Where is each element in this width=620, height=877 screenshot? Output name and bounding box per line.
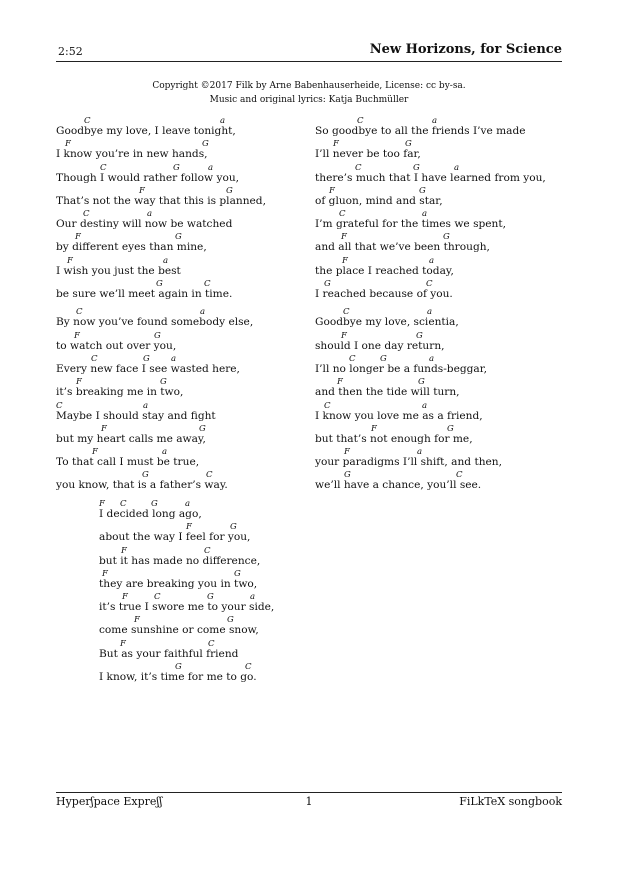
song-duration: 2:52 [58,45,83,58]
chord-label: F [186,522,192,533]
chord-label: C [357,116,364,126]
chord-label: F [122,592,128,603]
chord-label: a [200,307,206,318]
lyric-text: I wish you just the best [56,264,181,277]
chord-label: a [432,116,438,126]
chord-label: a [147,209,153,220]
chord-label: a [171,353,177,364]
lyric-text: Maybe I should stay and fight [56,409,216,422]
chord-label: F [74,330,80,341]
chord-label: F [120,638,126,649]
chord-label: G [447,423,454,434]
chord-label: G [405,139,412,150]
chord-label: G [344,470,351,481]
page-footer [56,795,562,811]
chord-label: a [185,499,191,509]
lyric-text: To that call I must be true, [56,456,200,469]
chord-label: F [101,423,107,434]
chord-label: G [416,330,423,341]
chord-label: F [75,232,81,243]
chord-label: C [456,470,463,481]
chord-label: G [324,279,331,290]
chord-label: F [342,255,348,266]
chord-label: F [139,185,145,196]
chord-label: a [250,592,256,603]
footer-rule [56,792,562,793]
chord-label: F [65,139,71,150]
credits [56,79,562,107]
chord-label: F [344,447,350,458]
lyric-text: we’ll have a chance, you’ll see. [315,479,482,492]
lyric-text: I know you love me as a friend, [315,409,483,422]
lyric-text: By now you’ve found somebody else, [56,316,254,329]
lyric-text: I’ll never be too far, [315,148,421,161]
lyric-text: Every new face I see wasted here, [56,362,240,375]
chord-label: G [160,377,167,388]
lyric-text: but that’s not enough for me, [315,432,473,445]
chord-label: a [143,400,149,411]
chord-label: G [227,615,234,626]
chord-label: G [175,662,182,673]
chord-label: F [337,377,343,388]
chord-label: G [154,330,161,341]
chord-label: C [324,400,331,411]
header-rule [56,61,562,62]
chord-label: C [100,162,107,173]
original-credit-line: Music and original lyrics: Katja Buchmüller [209,95,409,105]
chord-label: C [204,545,211,556]
lyric-text: it’s true I swore me to your side, [99,601,275,614]
chord-label: C [206,470,213,481]
chord-label: C [120,499,127,509]
lyric-text: Our destiny will now be watched [56,218,233,231]
chord-label: G [413,162,420,173]
chord-label: a [163,255,169,266]
lyric-text: it’s breaking me in two, [56,386,184,399]
chord-label: G [230,522,237,533]
footer-songbook: FiLkTeX songbook [459,795,562,808]
chord-label: a [422,400,428,411]
chord-label: G [419,185,426,196]
chord-label: a [429,255,435,266]
lyric-text: I’ll no longer be a funds-beggar, [315,362,487,375]
lyric-text: Goodbye my love, I leave tonight, [56,125,236,137]
chord-label: C [154,592,161,603]
chord-label: a [454,162,460,173]
lyric-text: they are breaking you in two, [99,577,258,590]
chord-label: G [226,185,233,196]
lyric-text: I know you’re in new hands, [56,148,208,161]
chord-label: F [341,232,347,243]
lyric-text: and all that we’ve been through, [315,241,490,254]
footer-convention: Hyperʃpace Expreʃʃ [56,795,163,808]
lyric-text: but my heart calls me away, [56,432,206,445]
lyric-text: there’s much that I have learned from you, [315,171,546,184]
lyric-text: to watch out over you, [56,339,177,352]
chord-label: F [102,568,108,579]
chord-label: C [208,638,215,649]
chord-label: F [134,615,140,626]
lyric-text: Goodbye my love, scientia, [315,316,459,329]
chord-label: F [99,499,105,509]
lyric-text: be sure we’ll meet again in time. [56,288,233,301]
page-number: 1 [305,795,313,808]
lyric-text: and then the tide will turn, [315,386,460,399]
chord-label: G [199,423,206,434]
chord-label: C [76,307,83,318]
lyric-text: But as your faithful friend [99,647,239,660]
song-title: New Horizons, for Science [369,42,562,57]
chord-label: C [339,209,346,220]
lyric-text: should I one day return, [315,339,445,352]
chord-label: a [162,447,168,458]
chord-label: a [220,116,226,126]
chord-label: C [245,662,252,673]
chord-label: a [417,447,423,458]
chord-label: C [343,307,350,318]
chord-label: G [234,568,241,579]
chord-label: F [371,423,377,434]
chord-label: G [173,162,180,173]
lyric-text: by different eyes than mine, [56,241,207,254]
chord-label: F [121,545,127,556]
chord-label: F [67,255,73,266]
lyric-text: That’s not the way that this is planned, [56,194,266,207]
chord-label: G [156,279,163,290]
lyric-text: I decided long ago, [99,508,202,520]
chord-label: a [208,162,214,173]
lyric-text: but it has made no difference, [99,554,261,567]
chord-label: G [151,499,158,509]
chord-label: G [418,377,425,388]
chord-label: C [426,279,433,290]
chord-label: C [83,209,90,220]
chord-label: F [341,330,347,341]
lyric-text: your paradigms I’ll shift, and then, [315,456,502,469]
chord-label: a [422,209,428,220]
chord-label: a [429,353,435,364]
chord-label: F [92,447,98,458]
lyric-text: I reached because of you. [315,288,453,301]
lyric-text: So goodbye to all the friends I’ve made [315,125,526,137]
copyright-line: Copyright ©2017 Filk by Arne Babenhauserheide, License: cc by-sa. [152,81,466,91]
chord-label: G [202,139,209,150]
chord-label: a [427,307,433,318]
chord-label: C [204,279,211,290]
chord-label: C [84,116,91,126]
chord-label: G [142,470,149,481]
page-header [56,42,562,62]
lyric-text: about the way I feel for you, [99,531,251,544]
chord-label: C [349,353,356,364]
chord-label: C [91,353,98,364]
chord-label: G [143,353,150,364]
lyric-text: I’m grateful for the times we spent, [315,218,507,231]
lyric-text: you know, that is a father’s way. [56,479,228,492]
chord-label: C [355,162,362,173]
chord-label: G [175,232,182,243]
lyric-text: Though I would rather follow you, [56,171,240,184]
lyric-text: the place I reached today, [315,264,454,277]
chord-label: C [56,400,63,411]
chord-label: F [333,139,339,150]
chord-label: F [329,185,335,196]
lyric-text: I know, it’s time for me to go. [99,671,257,684]
chord-label: G [380,353,387,364]
chord-label: F [76,377,82,388]
chord-label: G [443,232,450,243]
lyric-text: come sunshine or come snow, [99,624,259,637]
lyric-text: of gluon, mind and star, [315,194,443,207]
chord-label: G [207,592,214,603]
